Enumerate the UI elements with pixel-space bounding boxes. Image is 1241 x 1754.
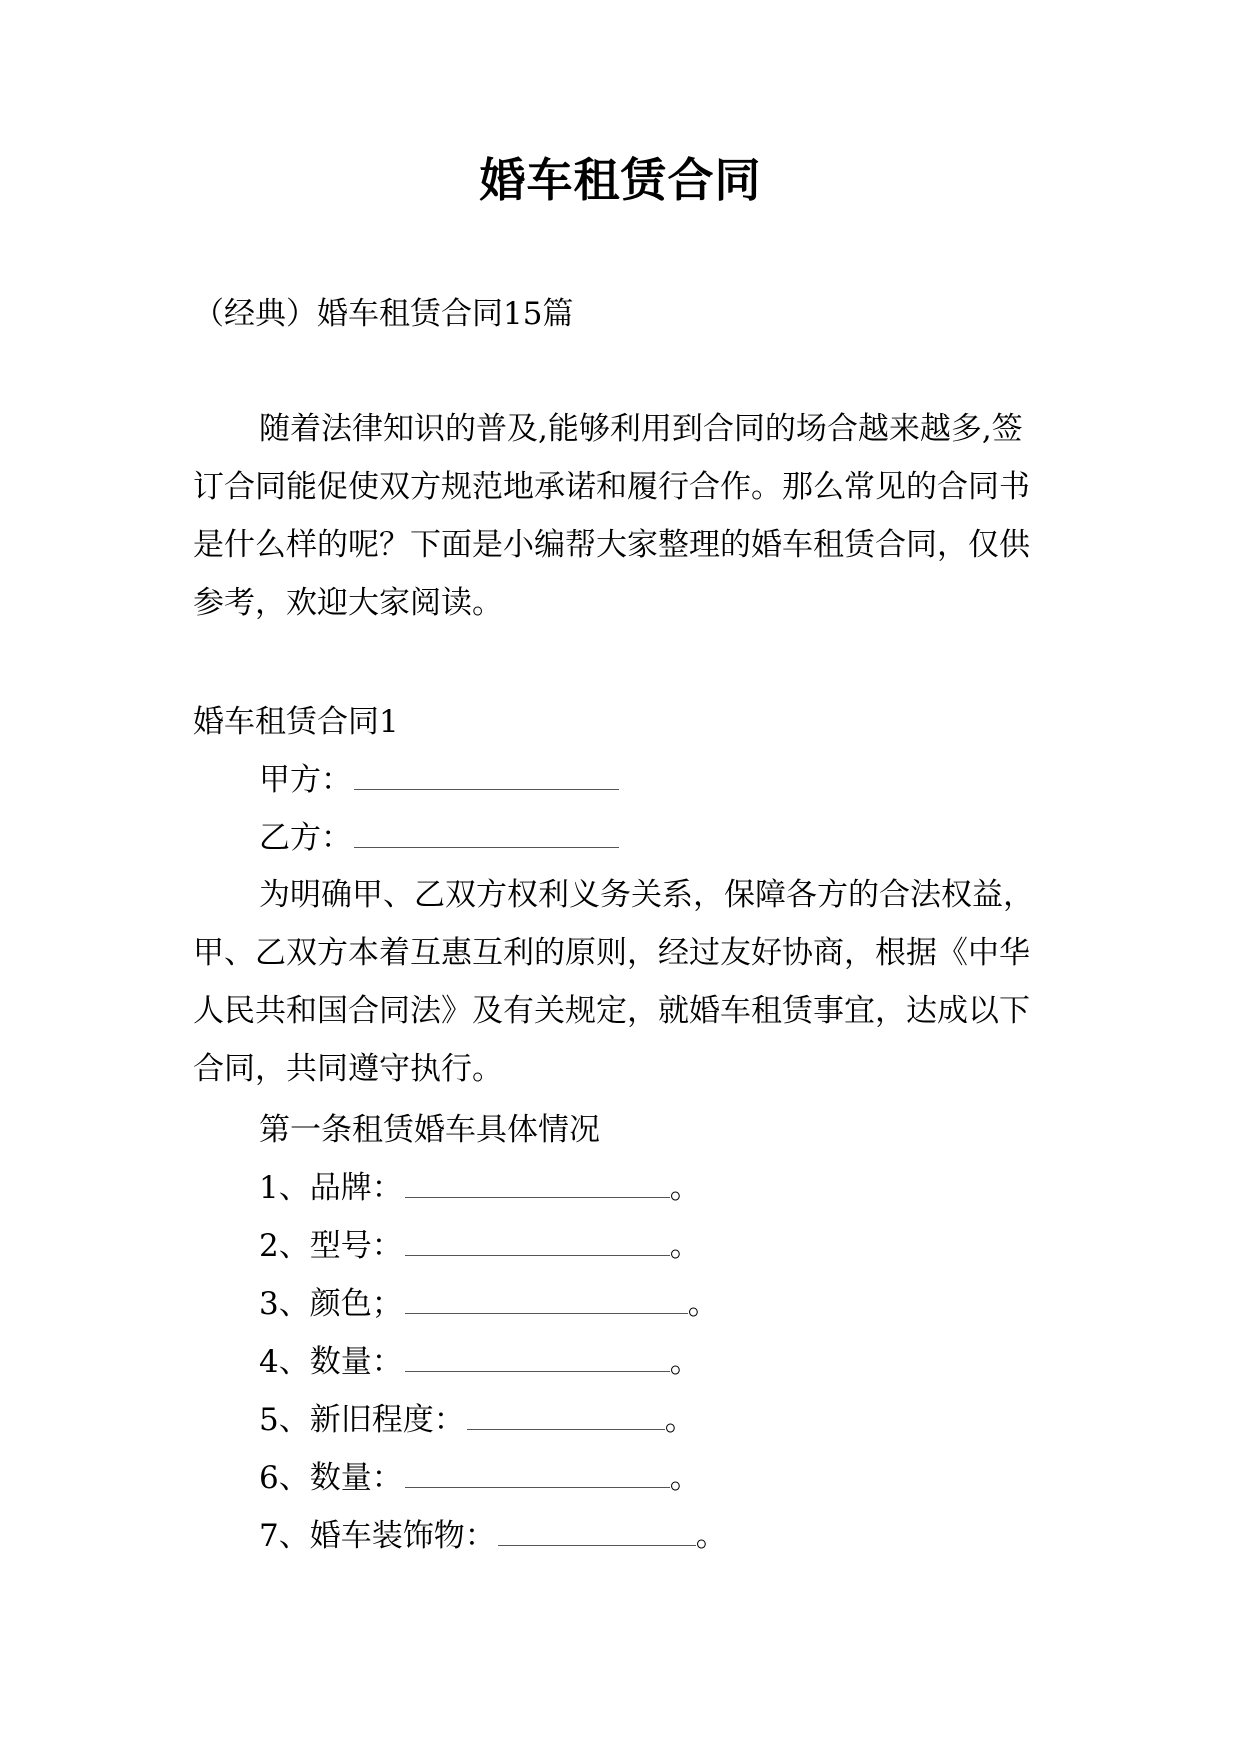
party-a-line bbox=[259, 758, 619, 802]
item-decorations bbox=[259, 1514, 727, 1558]
item-blank bbox=[405, 1167, 670, 1198]
party-a-label: 甲方： bbox=[259, 762, 352, 798]
document-title: 婚车租赁合同 bbox=[479, 153, 762, 207]
section-heading: 婚车租赁合同1 bbox=[193, 704, 399, 740]
party-b-line bbox=[259, 816, 619, 860]
item-model bbox=[259, 1224, 701, 1268]
item-label: 3、颜色； bbox=[259, 1286, 403, 1322]
item-end: 。 bbox=[687, 1286, 719, 1322]
item-quantity bbox=[259, 1340, 701, 1384]
item-end: 。 bbox=[669, 1170, 701, 1206]
item-blank bbox=[498, 1515, 696, 1546]
item-end: 。 bbox=[669, 1344, 701, 1380]
item-color bbox=[259, 1282, 719, 1326]
item-blank bbox=[405, 1457, 670, 1488]
intro-text: 随着法律知识的普及,能够利用到合同的场合越来越多,签订合同能促使双方规范地承诺和履行合作。那么常见的合同书是什么样的呢？下面是小编帮大家整理的婚车租赁合同，仅供参考，欢迎大家阅读。 bbox=[193, 411, 1030, 621]
document-subtitle: （经典）婚车租赁合同15篇 bbox=[193, 296, 574, 332]
item-brand bbox=[259, 1166, 701, 1210]
item-quantity-2 bbox=[259, 1456, 701, 1500]
party-a-blank bbox=[354, 759, 619, 790]
item-end: 。 bbox=[664, 1402, 696, 1438]
item-label: 4、数量： bbox=[259, 1344, 403, 1380]
intro-paragraph bbox=[193, 400, 1053, 632]
party-b-label: 乙方： bbox=[259, 820, 352, 856]
item-end: 。 bbox=[669, 1228, 701, 1264]
item-label: 1、品牌： bbox=[259, 1170, 403, 1206]
article1-heading: 第一条租赁婚车具体情况 bbox=[259, 1112, 600, 1148]
item-label: 2、型号： bbox=[259, 1228, 403, 1264]
item-blank bbox=[405, 1341, 670, 1372]
item-blank bbox=[405, 1283, 688, 1314]
item-blank bbox=[467, 1399, 665, 1430]
purpose-text: 为明确甲、乙双方权利义务关系，保障各方的合法权益，甲、乙双方本着互惠互利的原则，经过友好协商，根据《中华人民共和国合同法》及有关规定，就婚车租赁事宜，达成以下合同，共同遵守执行。 bbox=[193, 877, 1034, 1087]
party-b-blank bbox=[354, 817, 619, 848]
item-label: 6、数量： bbox=[259, 1460, 403, 1496]
item-blank bbox=[405, 1225, 670, 1256]
item-label: 5、新旧程度： bbox=[259, 1402, 465, 1438]
item-label: 7、婚车装饰物： bbox=[259, 1518, 496, 1554]
item-end: 。 bbox=[695, 1518, 727, 1554]
item-condition bbox=[259, 1398, 696, 1442]
item-end: 。 bbox=[669, 1460, 701, 1496]
purpose-paragraph bbox=[193, 866, 1053, 1098]
